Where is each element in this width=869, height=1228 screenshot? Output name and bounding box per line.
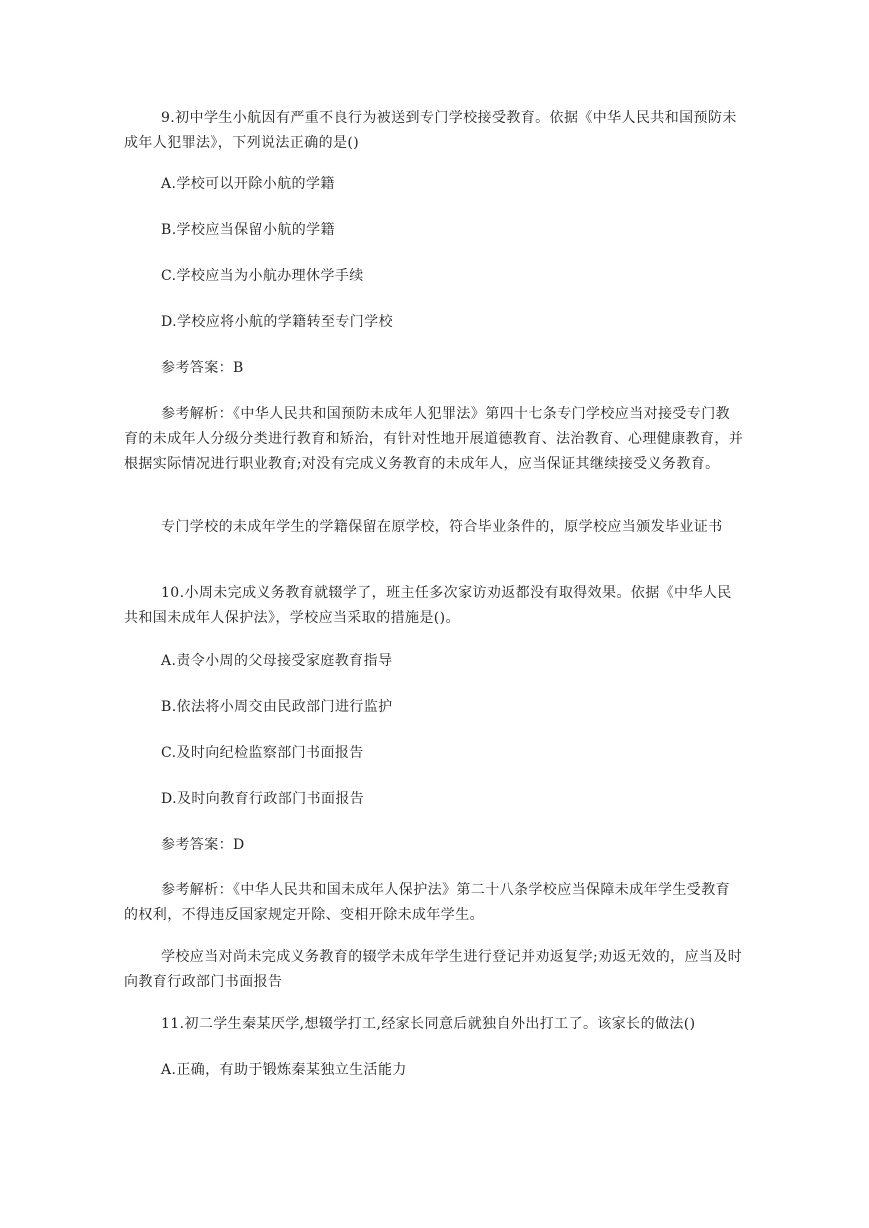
question-9-explanation: 参考解析：《中华人民共和国预防未成年人犯罪法》第四十七条专门学校应当对接受专门教育的未成年人分级分类进行教育和矫治，有针对性地开展道德教育、法治教育、心理健康教育，并根据实际情况进行职业教育;对没有完成义务教育的未成年人，应当保证其继续接受义务教育。 bbox=[124, 406, 744, 472]
question-11-option-a: A.正确，有助于锻炼秦某独立生活能力 bbox=[161, 1062, 407, 1078]
question-9-option-a: A.学校可以开除小航的学籍 bbox=[161, 176, 335, 192]
question-10-stem: 10.小周未完成义务教育就辍学了，班主任多次家访劝返都没有取得效果。依据《中华人民共和国未成年人保护法》，学校应当采取的措施是()。 bbox=[124, 585, 732, 626]
question-10-option-d: D.及时向教育行政部门书面报告 bbox=[161, 791, 365, 807]
question-9-option-b: B.学校应当保留小航的学籍 bbox=[161, 222, 335, 238]
question-9-explanation-continued: 专门学校的未成年学生的学籍保留在原学校，符合毕业条件的，原学校应当颁发毕业证书 bbox=[161, 519, 723, 535]
question-11-stem: 11.初二学生秦某厌学,想辍学打工,经家长同意后就独自外出打工了。该家长的做法() bbox=[161, 1016, 696, 1032]
question-9-option-d: D.学校应将小航的学籍转至专门学校 bbox=[161, 314, 393, 330]
question-9-answer: 参考答案：B bbox=[161, 360, 244, 376]
question-10-explanation-continued: 学校应当对尚未完成义务教育的辍学未成年学生进行登记并劝返复学;劝返无效的，应当及时向教育行政部门书面报告 bbox=[124, 949, 743, 990]
question-10-option-c: C.及时向纪检监察部门书面报告 bbox=[161, 745, 364, 761]
question-9-stem: 9.初中学生小航因有严重不良行为被送到专门学校接受教育。依据《中华人民共和国预防未成年人犯罪法》，下列说法正确的是() bbox=[124, 110, 737, 151]
question-10-option-b: B.依法将小周交由民政部门进行监护 bbox=[161, 699, 393, 715]
question-10-option-a: A.责令小周的父母接受家庭教育指导 bbox=[161, 653, 393, 669]
question-10-answer: 参考答案：D bbox=[161, 837, 245, 853]
question-9-option-c: C.学校应当为小航办理休学手续 bbox=[161, 268, 364, 284]
question-10-explanation: 参考解析：《中华人民共和国未成年人保护法》第二十八条学校应当保障未成年学生受教育的权利，不得违反国家规定开除、变相开除未成年学生。 bbox=[124, 882, 730, 923]
